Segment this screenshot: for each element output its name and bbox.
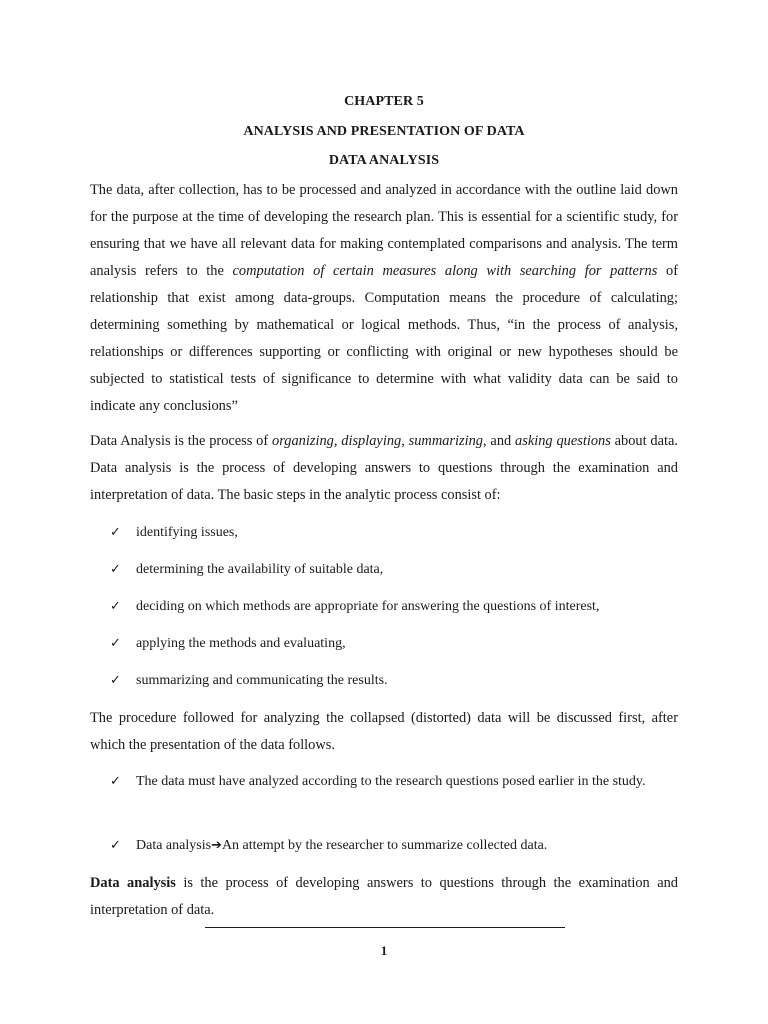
step-text: identifying issues, [136, 525, 238, 540]
closing-term: Data analysis [90, 875, 176, 891]
definition-text-1: Data Analysis is the process of [90, 433, 272, 449]
intro-text-2: of relationship that exist among data-groups. Computation means the procedure of calculating; determining something by mathematical or logical methods. Thus, “in the process of analysis, relationships or differences supporting or conflicting with original or new hypotheses should be subjected to statistical tests of significance to determine with what validity data can be said to indicate any conclusions” [90, 263, 678, 414]
definition-paragraph [90, 428, 678, 509]
checkmark-icon: ✓ [110, 774, 121, 789]
intro-text-1: The data, after collection, has to be processed and analyzed in accordance with the outline laid down for the purpose at the time of developing the research plan. This is essential for a scientific study, for ensuring that we have all relevant data for making contemplated comparisons and analysis. The term analysis refers to the [90, 182, 678, 279]
note-definition: An attempt by the researcher to summarize collected data. [221, 838, 548, 853]
note-text [136, 832, 678, 859]
checkmark-icon: ✓ [110, 525, 121, 540]
step-list-item [110, 593, 678, 620]
step-text: determining the availability of suitable data, [136, 562, 384, 577]
definition-italic-2: asking questions [515, 433, 611, 449]
definition-italic-1: organizing, displaying, summarizing, [272, 433, 487, 449]
step-list-item [110, 556, 678, 583]
step-text: summarizing and communicating the results. [136, 673, 388, 688]
step-text: applying the methods and evaluating, [136, 636, 346, 651]
step-text: deciding on which methods are appropriate for answering the questions of interest, [136, 599, 600, 614]
step-list-item [110, 519, 678, 546]
chapter-title: ANALYSIS AND PRESENTATION OF DATA [243, 124, 525, 139]
checkmark-icon: ✓ [110, 636, 121, 651]
procedure-paragraph: The procedure followed for analyzing the collapsed (distorted) data will be discussed first, after which the presentation of the data follows. [90, 710, 678, 753]
footer-divider [205, 927, 565, 928]
note-list-item [110, 768, 678, 795]
definition-text-2: and [486, 433, 516, 449]
section-heading: DATA ANALYSIS [328, 153, 440, 168]
definition-text-3: about data. Data analysis is the process of developing answers to questions through the examination and interpretation of data. The basic steps in the analytic process consist of: [90, 433, 678, 503]
checkmark-icon: ✓ [110, 562, 121, 577]
note-list-item [110, 832, 678, 859]
checkmark-icon: ✓ [110, 673, 121, 688]
page-number: 1 [380, 943, 388, 958]
note-text: The data must have analyzed according to the research questions posed earlier in the study. [136, 774, 646, 789]
closing-paragraph [90, 870, 678, 924]
checkmark-icon: ✓ [110, 599, 121, 614]
intro-paragraph [90, 177, 678, 420]
checkmark-icon: ✓ [110, 838, 121, 853]
step-list-item [110, 630, 678, 657]
closing-text: is the process of developing answers to questions through the examination and interpretation of data. [90, 875, 678, 918]
note-term: Data analysis [136, 838, 212, 853]
intro-italic: computation of certain measures along with searching for patterns [232, 263, 658, 279]
arrow-right-icon: ➔ [211, 838, 222, 853]
step-list-item [110, 667, 678, 694]
chapter-number: CHAPTER 5 [344, 94, 424, 109]
